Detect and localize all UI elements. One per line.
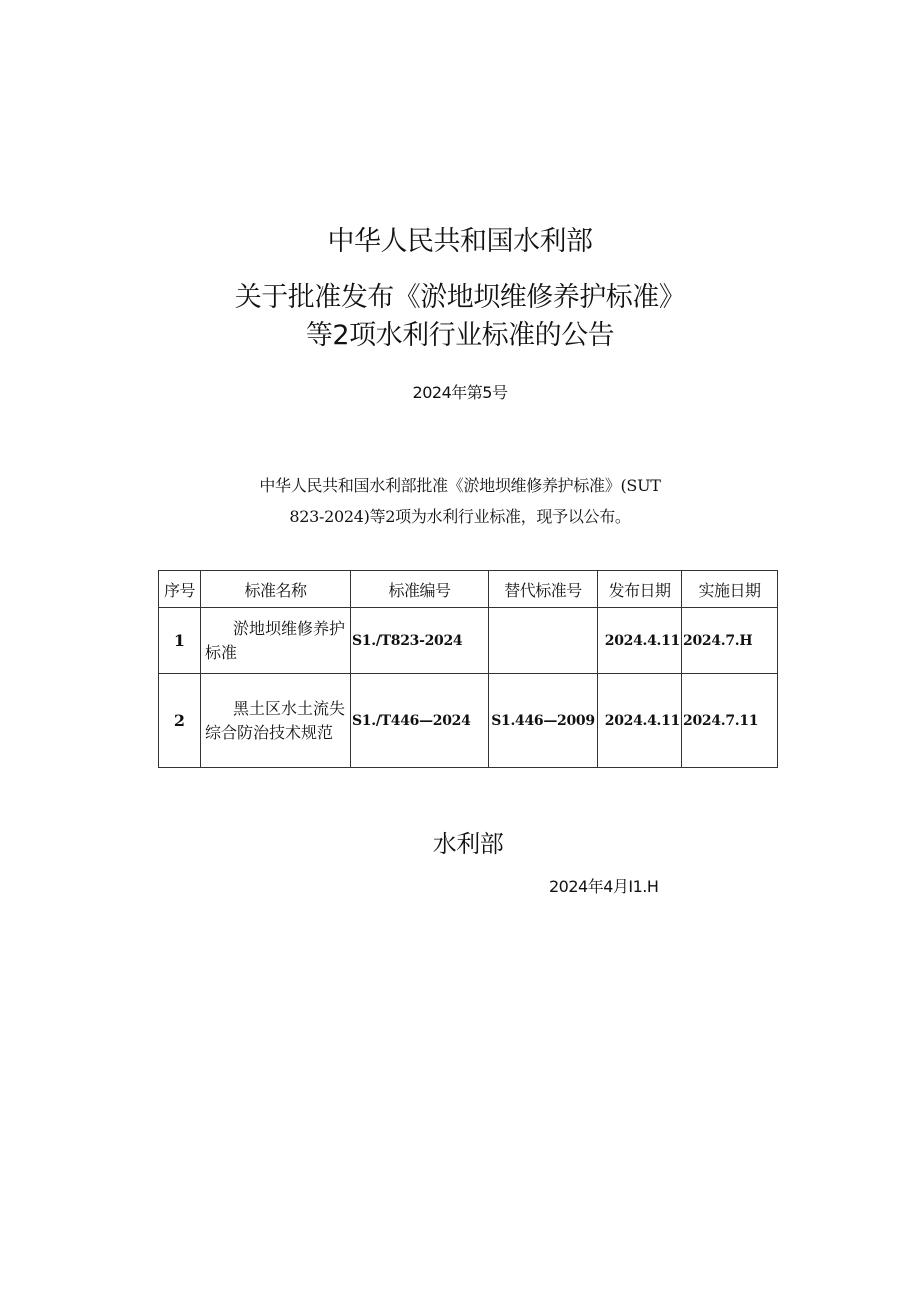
cell-serial: 1	[159, 608, 201, 674]
issuer-signature: 水利部	[432, 830, 504, 858]
header-replaced-code: 替代标准号	[489, 571, 598, 608]
intro-line-2: 823-2024)等2项为水利行业标准，现予以公布。	[289, 507, 631, 526]
title-line-2: 关于批准发布《淤地坝维修养护标准》	[234, 282, 686, 313]
issue-date: 2024年4月I1.H	[549, 877, 659, 896]
cell-effective-date: 2024.7.11	[682, 674, 778, 768]
cell-standard-code: S1./T446—2024	[351, 674, 489, 768]
title-line-3: 等2项水利行业标准的公告	[305, 320, 615, 351]
cell-standard-name: 黑土区水土流失综合防治技术规范	[201, 674, 351, 768]
standards-table	[158, 570, 778, 768]
title-line-1: 中华人民共和国水利部	[327, 226, 593, 257]
header-publish-date: 发布日期	[598, 571, 682, 608]
cell-serial: 2	[159, 674, 201, 768]
header-serial: 序号	[159, 571, 201, 608]
cell-publish-date: 2024.4.11	[598, 674, 682, 768]
cell-publish-date: 2024.4.11	[598, 608, 682, 674]
table-row	[159, 674, 778, 768]
header-standard-code: 标准编号	[351, 571, 489, 608]
table-row	[159, 608, 778, 674]
cell-replaced-code: S1.446—2009	[489, 674, 598, 768]
header-standard-name: 标准名称	[201, 571, 351, 608]
header-effective-date: 实施日期	[682, 571, 778, 608]
cell-standard-name: 淤地坝维修养护标准	[201, 608, 351, 674]
intro-line-1: 中华人民共和国水利部批准《淤地坝维修养护标准》(SUT	[259, 476, 661, 495]
cell-replaced-code	[489, 608, 598, 674]
table-header-row	[159, 571, 778, 608]
document-number: 2024年第5号	[412, 383, 508, 402]
cell-effective-date: 2024.7.H	[682, 608, 778, 674]
cell-standard-code: S1./T823-2024	[351, 608, 489, 674]
